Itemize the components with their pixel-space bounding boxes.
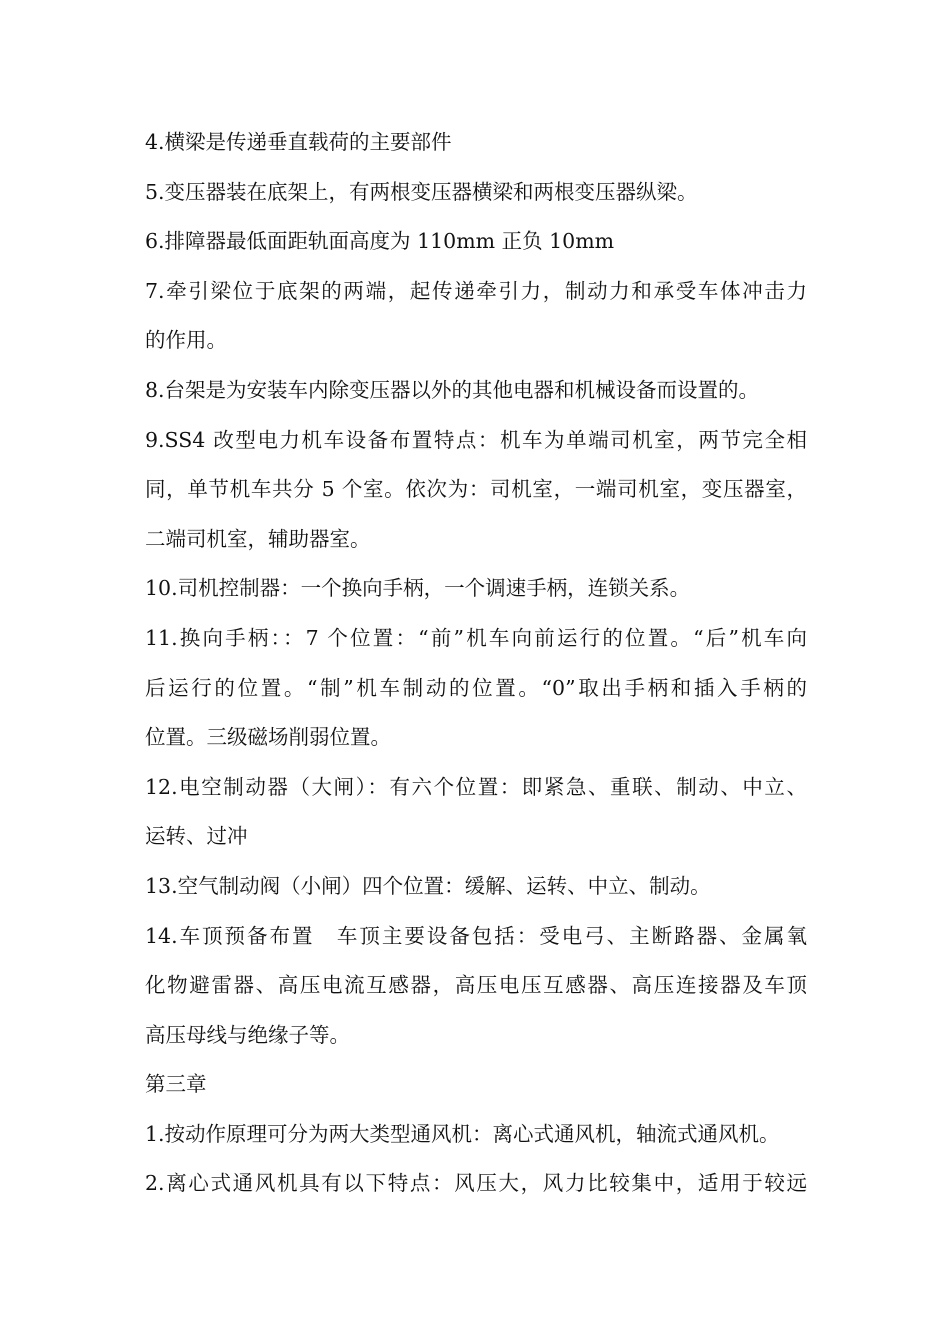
text-line: 后运行的位置。“制”机车制动的位置。“0”取出手柄和插入手柄的 <box>145 675 807 700</box>
text-line: 6.排障器最低面距轨面高度为 110mm 正负 10mm <box>145 229 615 254</box>
text-line: 化物避雷器、高压电流互感器，高压电压互感器、高压连接器及车顶 <box>145 973 807 998</box>
text-line: 10.司机控制器：一个换向手柄，一个调速手柄，连锁关系。 <box>145 576 691 601</box>
text-line: 4.横梁是传递垂直载荷的主要部件 <box>145 130 452 154</box>
text-line: 13.空气制动阀（小闸）四个位置：缓解、运转、中立、制动。 <box>145 873 711 898</box>
text-line: 7.牵引梁位于底架的两端，起传递牵引力，制动力和承受车体冲击力 <box>145 278 807 303</box>
text-line: 运转、过冲 <box>145 824 248 849</box>
text-line: 高压母线与绝缘子等。 <box>145 1022 350 1047</box>
document-body <box>145 118 807 1209</box>
text-line: 1.按动作原理可分为两大类型通风机：离心式通风机，轴流式通风机。 <box>145 1121 780 1146</box>
text-line: 二端司机室，辅助器室。 <box>145 526 371 551</box>
text-line: 12.电空制动器（大闸）：有六个位置：即紧急、重联、制动、中立、 <box>145 774 807 799</box>
text-line: 8.台架是为安装车内除变压器以外的其他电器和机械设备而设置的。 <box>145 377 760 402</box>
text-line: 第三章 <box>145 1072 207 1097</box>
text-line: 9.SS4 改型电力机车设备布置特点：机车为单端司机室，两节完全相 <box>145 427 807 452</box>
text-line: 11.换向手柄：：7 个位置：“前”机车向前运行的位置。“后”机车向 <box>145 625 807 650</box>
text-line: 同，单节机车共分 5 个室。依次为：司机室，一端司机室，变压器室， <box>145 477 807 502</box>
text-line: 位置。三级磁场削弱位置。 <box>145 725 391 750</box>
text-line: 2.离心式通风机具有以下特点：风压大，风力比较集中，适用于较远 <box>145 1171 807 1196</box>
text-line: 14.车顶预备布置 车顶主要设备包括：受电弓、主断路器、金属氧 <box>145 923 807 948</box>
text-line: 5.变压器装在底架上，有两根变压器横梁和两根变压器纵梁。 <box>145 179 698 204</box>
text-line: 的作用。 <box>145 328 227 353</box>
